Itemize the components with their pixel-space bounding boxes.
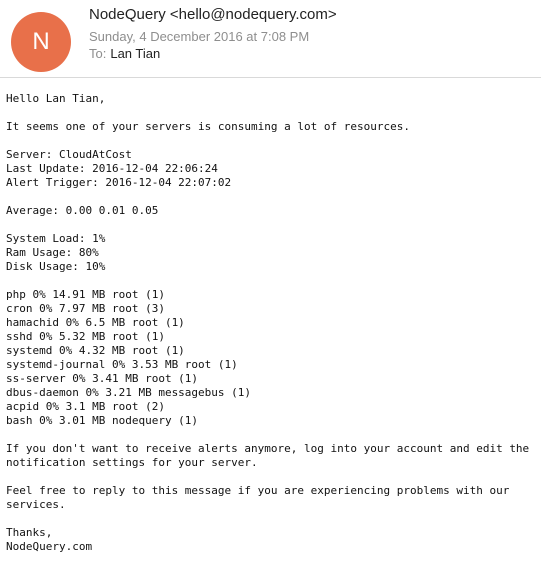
process-row: dbus-daemon 0% 3.21 MB messagebus (1)	[6, 386, 252, 399]
unsubscribe-text: notification settings for your server.	[6, 456, 258, 469]
email-header	[0, 0, 541, 78]
disk-usage: Disk Usage: 10%	[6, 260, 106, 273]
email-body	[6, 92, 529, 554]
reply-text: services.	[6, 498, 66, 511]
process-row: systemd-journal 0% 3.53 MB root (1)	[6, 358, 238, 371]
signature: NodeQuery.com	[6, 540, 93, 553]
sender-avatar	[11, 12, 71, 72]
to-label: To:	[89, 46, 107, 61]
sent-date: Sunday, 4 December 2016 at 7:08 PM	[89, 29, 310, 44]
ram-usage: Ram Usage: 80%	[6, 246, 99, 259]
unsubscribe-text: If you don't want to receive alerts anymore, log into your account and edit the	[6, 442, 530, 455]
last-update: Last Update: 2016-12-04 22:06:24	[6, 162, 218, 175]
greeting: Hello Lan Tian,	[6, 92, 106, 105]
sender-name[interactable]: NodeQuery <hello@nodequery.com>	[89, 6, 337, 23]
process-row: acpid 0% 3.1 MB root (2)	[6, 400, 165, 413]
reply-text: Feel free to reply to this message if you are experiencing problems with our	[6, 484, 510, 497]
process-row: ss-server 0% 3.41 MB root (1)	[6, 372, 199, 385]
intro-text: It seems one of your servers is consuming a lot of resources.	[6, 120, 410, 133]
load-average: Average: 0.00 0.01 0.05	[6, 204, 159, 217]
process-row: hamachid 0% 6.5 MB root (1)	[6, 316, 185, 329]
process-row: php 0% 14.91 MB root (1)	[6, 288, 165, 301]
process-row: cron 0% 7.97 MB root (3)	[6, 302, 165, 315]
sign-off: Thanks,	[6, 526, 53, 539]
recipient-name[interactable]: Lan Tian	[110, 46, 161, 61]
process-row: sshd 0% 5.32 MB root (1)	[6, 330, 165, 343]
process-row: systemd 0% 4.32 MB root (1)	[6, 344, 185, 357]
header-divider	[0, 77, 541, 78]
process-row: bash 0% 3.01 MB nodequery (1)	[6, 414, 199, 427]
server-name: Server: CloudAtCost	[6, 148, 132, 161]
alert-trigger: Alert Trigger: 2016-12-04 22:07:02	[6, 176, 232, 189]
avatar-letter: N	[32, 28, 50, 55]
system-load: System Load: 1%	[6, 232, 106, 245]
recipient-line	[89, 46, 160, 61]
